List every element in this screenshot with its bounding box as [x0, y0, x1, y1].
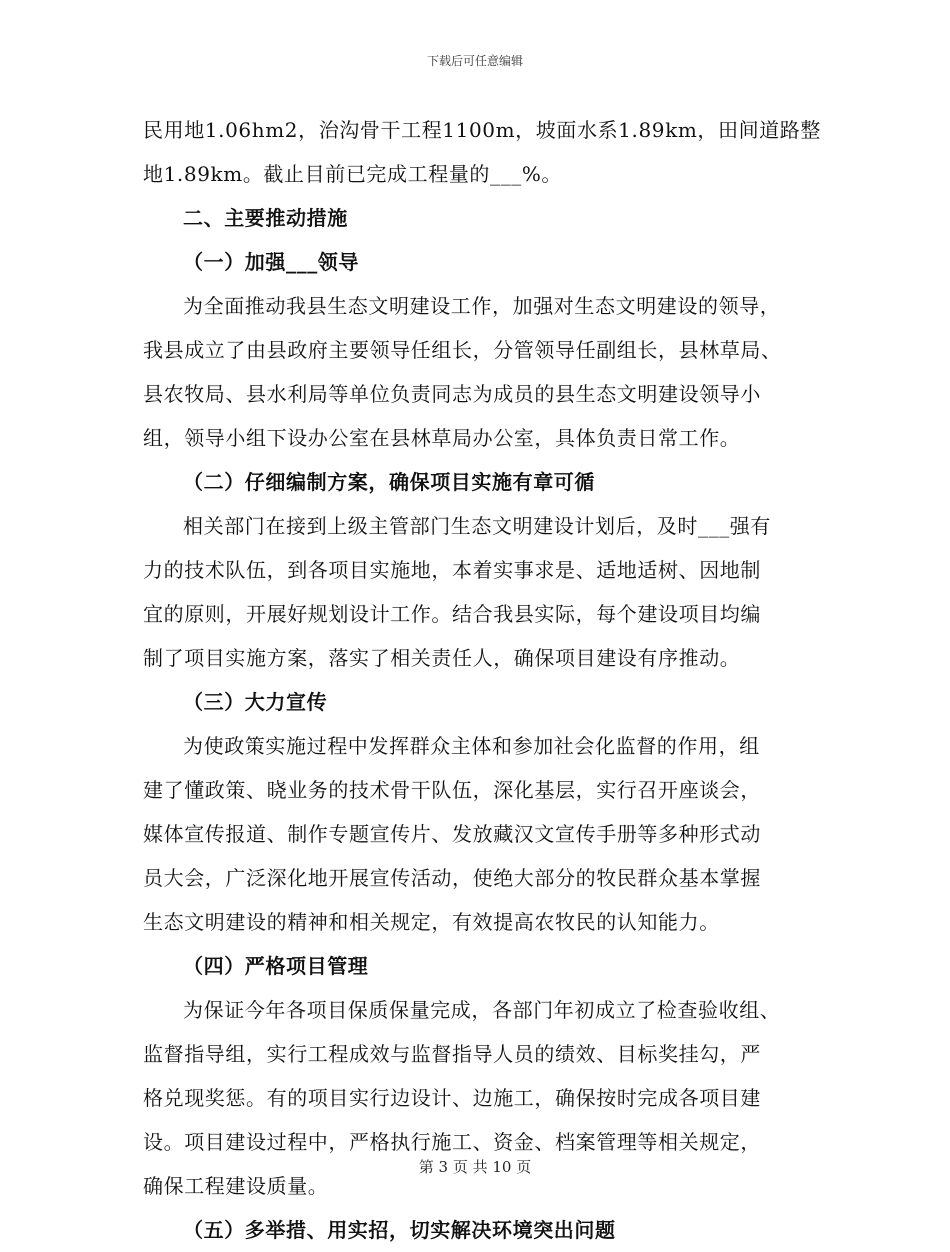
body-line: 设。项目建设过程中，严格执行施工、资金、档案管理等相关规定，: [143, 1130, 761, 1154]
body-line: 组，领导小组下设办公室在县林草局办公室，具体负责日常工作。: [143, 426, 741, 450]
body-line: 制了项目实施方案，落实了相关责任人，确保项目建设有序推动。: [143, 646, 741, 670]
body-line: 为使政策实施过程中发挥群众主体和参加社会化监督的作用，组: [183, 734, 760, 758]
body-line: 员大会，广泛深化地开展宣传活动，使绝大部分的牧民群众基本掌握: [143, 866, 761, 890]
body-line: 媒体宣传报道、制作专题宣传片、发放藏汉文宣传手册等多种形式动: [143, 822, 761, 846]
subsection-heading: （一）加强___领导: [183, 250, 359, 274]
subsection-heading: （三）大力宣传: [183, 690, 328, 714]
section-heading: 二、主要推动措施: [183, 206, 348, 230]
body-line: 宜的原则，开展好规划设计工作。结合我县实际，每个建设项目均编: [143, 602, 761, 626]
body-line: 确保工程建设质量。: [143, 1174, 329, 1198]
body-line: 格兑现奖惩。有的项目实行边设计、边施工，确保按时完成各项目建: [143, 1086, 761, 1110]
body-line: 为保证今年各项目保质保量完成，各部门年初成立了检查验收组、: [183, 998, 781, 1022]
page-header: 下载后可任意编辑: [426, 54, 523, 68]
body-line: 监督指导组，实行工程成效与监督指导人员的绩效、目标奖挂勾，严: [143, 1042, 761, 1066]
body-line: 为全面推动我县生态文明建设工作，加强对生态文明建设的领导，: [183, 294, 781, 318]
body-line: 相关部门在接到上级主管部门生态文明建设计划后，及时___强有: [183, 514, 771, 538]
body-line: 生态文明建设的精神和相关规定，有效提高农牧民的认知能力。: [143, 910, 720, 934]
body-line: 我县成立了由县政府主要领导任组长，分管领导任副组长，县林草局、: [143, 338, 782, 362]
subsection-heading: （四）严格项目管理: [183, 954, 369, 978]
body-line: 力的技术队伍，到各项目实施地，本着实事求是、适地适树、因地制: [143, 558, 761, 582]
body-line: 民用地1.06hm2，治沟骨干工程1100m，坡面水系1.89km，田间道路整: [143, 118, 821, 142]
body-line: 地1.89km。截止目前已完成工程量的___%。: [143, 162, 563, 186]
subsection-heading: （二）仔细编制方案，确保项目实施有章可循: [183, 470, 595, 494]
body-line: 建了懂政策、晓业务的技术骨干队伍，深化基层，实行召开座谈会，: [143, 778, 761, 802]
subsection-heading: （五）多举措、用实招，切实解决环境突出问题: [183, 1218, 616, 1242]
body-line: 县农牧局、县水利局等单位负责同志为成员的县生态文明建设领导小: [143, 382, 761, 406]
document-body: [143, 108, 821, 1252]
page-footer: 第 3 页 共 10 页: [418, 1158, 532, 1176]
